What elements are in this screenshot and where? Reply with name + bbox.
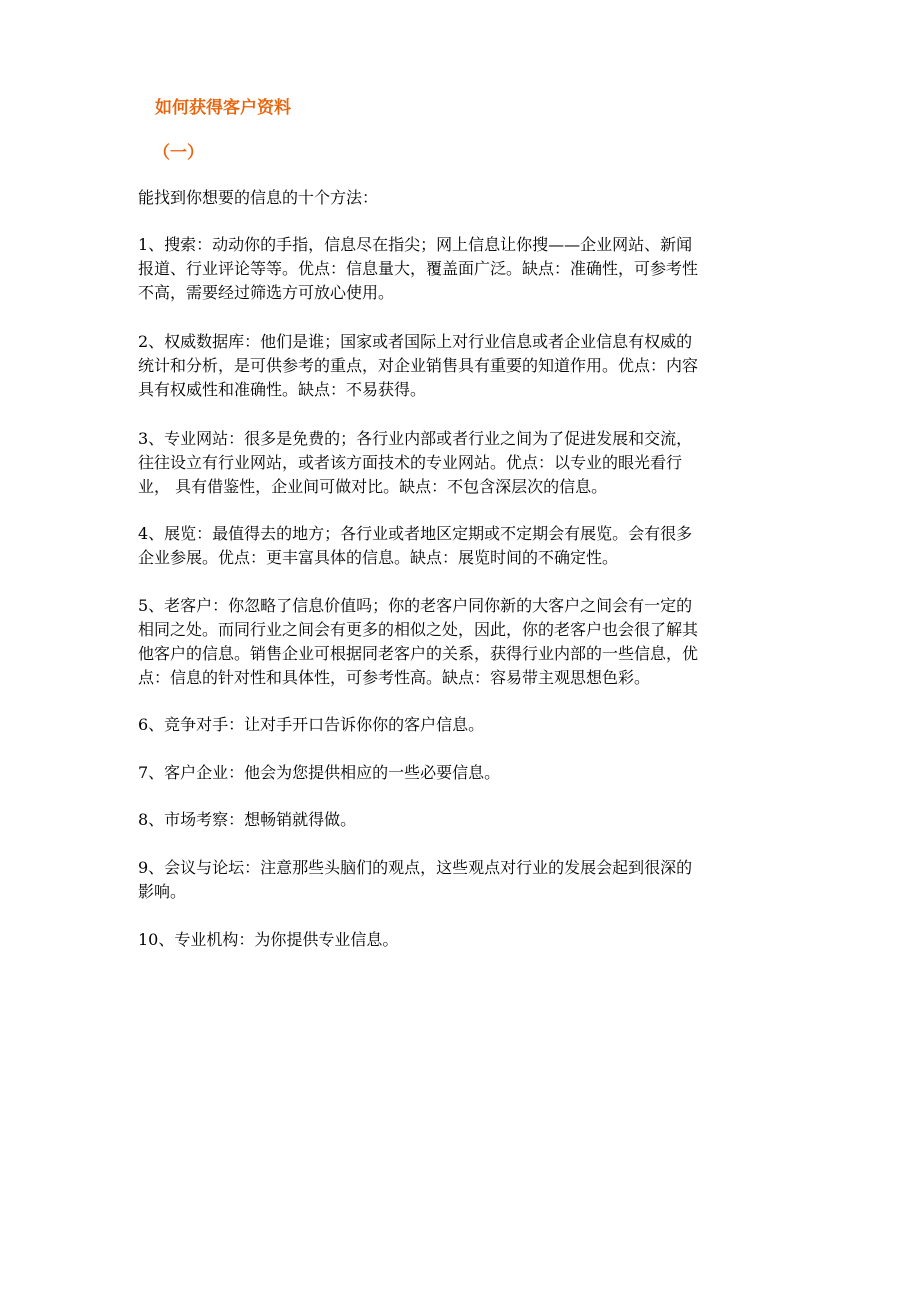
method-9-paragraph [138, 856, 788, 904]
paragraph-line: 他客户的信息。销售企业可根据同老客户的关系，获得行业内部的一些信息，优 [138, 644, 699, 663]
paragraph-line: 6、竞争对手：让对手开口告诉你你的客户信息。 [138, 715, 485, 734]
paragraph-line: 企业参展。优点：更丰富具体的信息。缺点：展览时间的不确定性。 [138, 548, 619, 567]
paragraph-line: 10、专业机构：为你提供专业信息。 [138, 930, 399, 949]
paragraph-line: 7、客户企业：他会为您提供相应的一些必要信息。 [138, 763, 501, 782]
paragraph-line: 1、搜索：动动你的手指，信息尽在指尖；网上信息让你搜——企业网站、新闻 [138, 235, 693, 254]
method-8-paragraph [138, 808, 788, 832]
document-subtitle: （一） [153, 143, 204, 163]
paragraph-line: 3、专业网站：很多是免费的；各行业内部或者行业之间为了促进发展和交流， [138, 429, 693, 448]
paragraph-line: 相同之处。而同行业之间会有更多的相似之处，因此，你的老客户也会很了解其 [138, 620, 699, 639]
paragraph-line: 9、会议与论坛：注意那些头脑们的观点，这些观点对行业的发展会起到很深的 [138, 858, 693, 877]
method-1-paragraph [138, 233, 788, 305]
paragraph-line: 业， 具有借鉴性，企业间可做对比。缺点：不包含深层次的信息。 [138, 477, 608, 496]
paragraph-line: 5、老客户：你忽略了信息价值吗；你的老客户同你新的大客户之间会有一定的 [138, 596, 693, 615]
method-2-paragraph [138, 330, 788, 402]
method-3-paragraph [138, 427, 788, 499]
paragraph-line: 点：信息的针对性和具体性，可参考性高。缺点：容易带主观思想色彩。 [138, 668, 651, 687]
document-title: 如何获得客户资料 [155, 98, 291, 118]
paragraph-line: 统计和分析，是可供参考的重点，对企业销售具有重要的知道作用。优点：内容 [138, 356, 699, 375]
method-4-paragraph [138, 522, 788, 570]
intro-paragraph [138, 186, 788, 210]
intro-line: 能找到你想要的信息的十个方法： [138, 188, 379, 207]
paragraph-line: 往往设立有行业网站，或者该方面技术的专业网站。优点：以专业的眼光看行 [138, 453, 683, 472]
paragraph-line: 具有权威性和准确性。缺点：不易获得。 [138, 380, 427, 399]
paragraph-line: 4、展览：最值得去的地方；各行业或者地区定期或不定期会有展览。会有很多 [138, 524, 693, 543]
paragraph-line: 8、市场考察：想畅销就得做。 [138, 810, 357, 829]
paragraph-line: 不高，需要经过筛选方可放心使用。 [138, 283, 395, 302]
method-10-paragraph [138, 928, 788, 952]
method-5-paragraph [138, 594, 788, 690]
paragraph-line: 影响。 [138, 882, 187, 901]
method-6-paragraph [138, 713, 788, 737]
paragraph-line: 报道、行业评论等等。优点：信息量大，覆盖面广泛。缺点：准确性，可参考性 [138, 259, 699, 278]
method-7-paragraph [138, 761, 788, 785]
paragraph-line: 2、权威数据库：他们是谁；国家或者国际上对行业信息或者企业信息有权威的 [138, 332, 693, 351]
